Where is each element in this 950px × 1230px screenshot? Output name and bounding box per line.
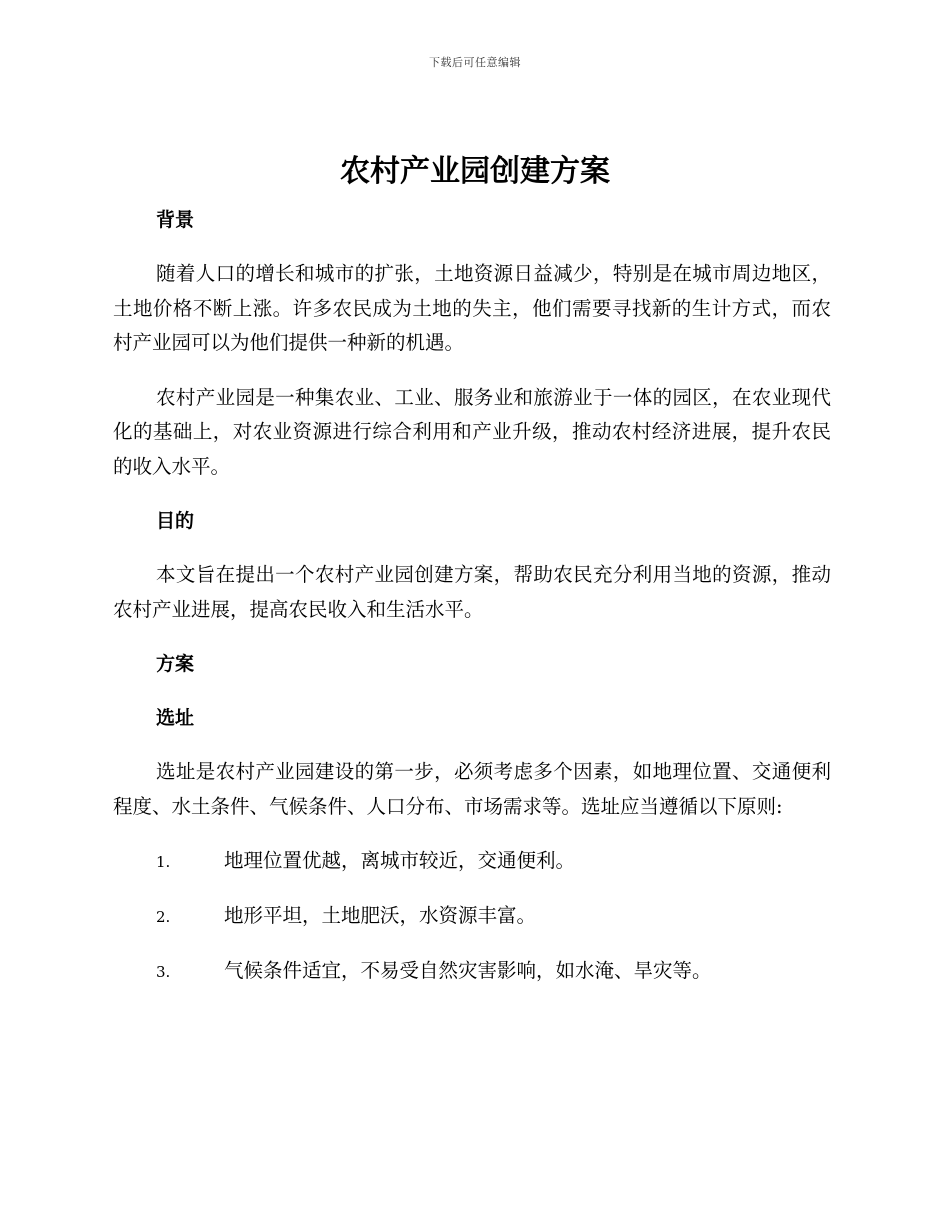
header-note: 下载后可任意编辑 xyxy=(429,56,521,69)
section-heading-plan: 方案 xyxy=(156,653,195,675)
list-item xyxy=(113,844,831,878)
list-number: 1. xyxy=(156,853,171,871)
list-number: 2. xyxy=(156,908,171,926)
section-heading-site: 选址 xyxy=(156,707,195,729)
list-text: 地理位置优越，离城市较近，交通便利。 xyxy=(224,849,576,872)
list-number: 3. xyxy=(156,963,171,981)
list-text: 地形平坦，土地肥沃，水资源丰富。 xyxy=(224,904,537,927)
paragraph: 选址是农村产业园建设的第一步，必须考虑多个因素，如地理位置、交通便利程度、水土条件、气候条件、人口分布、市场需求等。选址应当遵循以下原则: xyxy=(113,760,831,818)
paragraph: 本文旨在提出一个农村产业园创建方案，帮助农民充分利用当地的资源，推动农村产业进展，提高农民收入和生活水平。 xyxy=(113,563,831,621)
section-heading-background: 背景 xyxy=(156,209,195,231)
paragraph: 农村产业园是一种集农业、工业、服务业和旅游业于一体的园区，在农业现代化的基础上，对农业资源进行综合利用和产业升级，推动农村经济进展，提升农民的收入水平。 xyxy=(113,385,831,478)
document-title: 农村产业园创建方案 xyxy=(340,154,610,189)
list-item xyxy=(113,954,831,988)
section-heading-purpose: 目的 xyxy=(156,510,195,532)
list-text: 气候条件适宜，不易受自然灾害影响，如水淹、旱灾等。 xyxy=(224,959,712,982)
document-body xyxy=(113,203,831,988)
paragraph: 随着人口的增长和城市的扩张，土地资源日益减少，特别是在城市周边地区，土地价格不断上涨。许多农民成为土地的失主，他们需要寻找新的生计方式，而农村产业园可以为他们提供一种新的机遇。 xyxy=(113,262,831,354)
list-item xyxy=(113,899,831,933)
